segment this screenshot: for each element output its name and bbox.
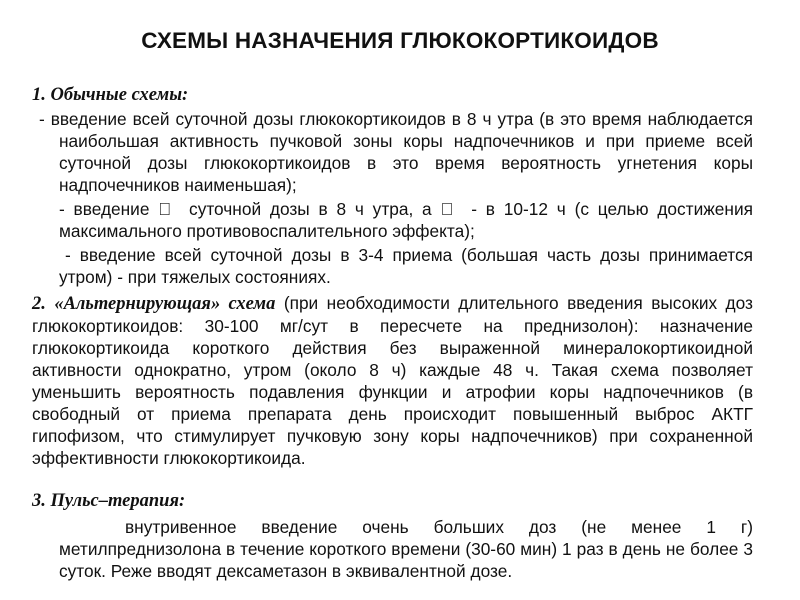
section-2-paragraph bbox=[32, 292, 753, 469]
section-1-item-3: - введение всей суточной дозы в 3-4 приема (большая часть дозы принимается утром) - при тяжелых состояниях. bbox=[59, 245, 753, 287]
section-2-name: «Альтернирующая» схема bbox=[54, 294, 276, 314]
item-2-part-1: - введение bbox=[59, 199, 150, 219]
section-3-heading: 3. Пульс–терапия: bbox=[32, 491, 186, 511]
section-3-text: внутривенное введение очень больших доз (не менее 1 г) метилпреднизолона в течение короткого времени (30-60 мин) 1 раз в день не более 3 суток. Реже вводят дексаметазон в эквивалентной дозе. bbox=[59, 517, 753, 581]
fraction-placeholder-glyph bbox=[440, 198, 462, 220]
slide-title: СХЕМЫ НАЗНАЧЕНИЯ ГЛЮКОКОРТИКОИДОВ bbox=[141, 28, 659, 53]
section-1-item-1: - введение всей суточной дозы глюкокортикоидов в 8 ч утра (в это время наблюдается наибольшая активность пучковой зоны коры надпочечников и при приеме всей суточной дозы глюкокортикоидов в это время вероятность угнетения коры надпочечников наименьшая); bbox=[39, 109, 753, 195]
item-2-part-3: - в 10-12 ч (с целью достижения максимального противовоспалительного эффекта); bbox=[59, 199, 753, 241]
fraction-placeholder-glyph bbox=[158, 198, 180, 220]
section-1-heading: 1. Обычные схемы: bbox=[32, 85, 189, 105]
item-2-part-2: суточной дозы в 8 ч утра, а bbox=[189, 199, 432, 219]
section-2-number: 2. bbox=[32, 294, 46, 314]
section-1-item-2 bbox=[59, 198, 753, 242]
section-2-text: (при необходимости длительного введения высоких доз глюкокортикоидов: 30-100 мг/сут в пересчете на преднизолон): назначение глюкокортикоида короткого действия без выраженной минералокортикоидной активности однократно, утром (около 8 ч) каждые 48 ч. Такая схема позволяет уменьшить вероятность подавления функции и атрофии коры надпочечников (в свободный от приема препарата день происходит повышенный выброс АКТГ гипофизом, что стимулирует пучковую зону коры надпочечников) при сохраненной эффективности глюкокортикоида. bbox=[32, 293, 753, 468]
